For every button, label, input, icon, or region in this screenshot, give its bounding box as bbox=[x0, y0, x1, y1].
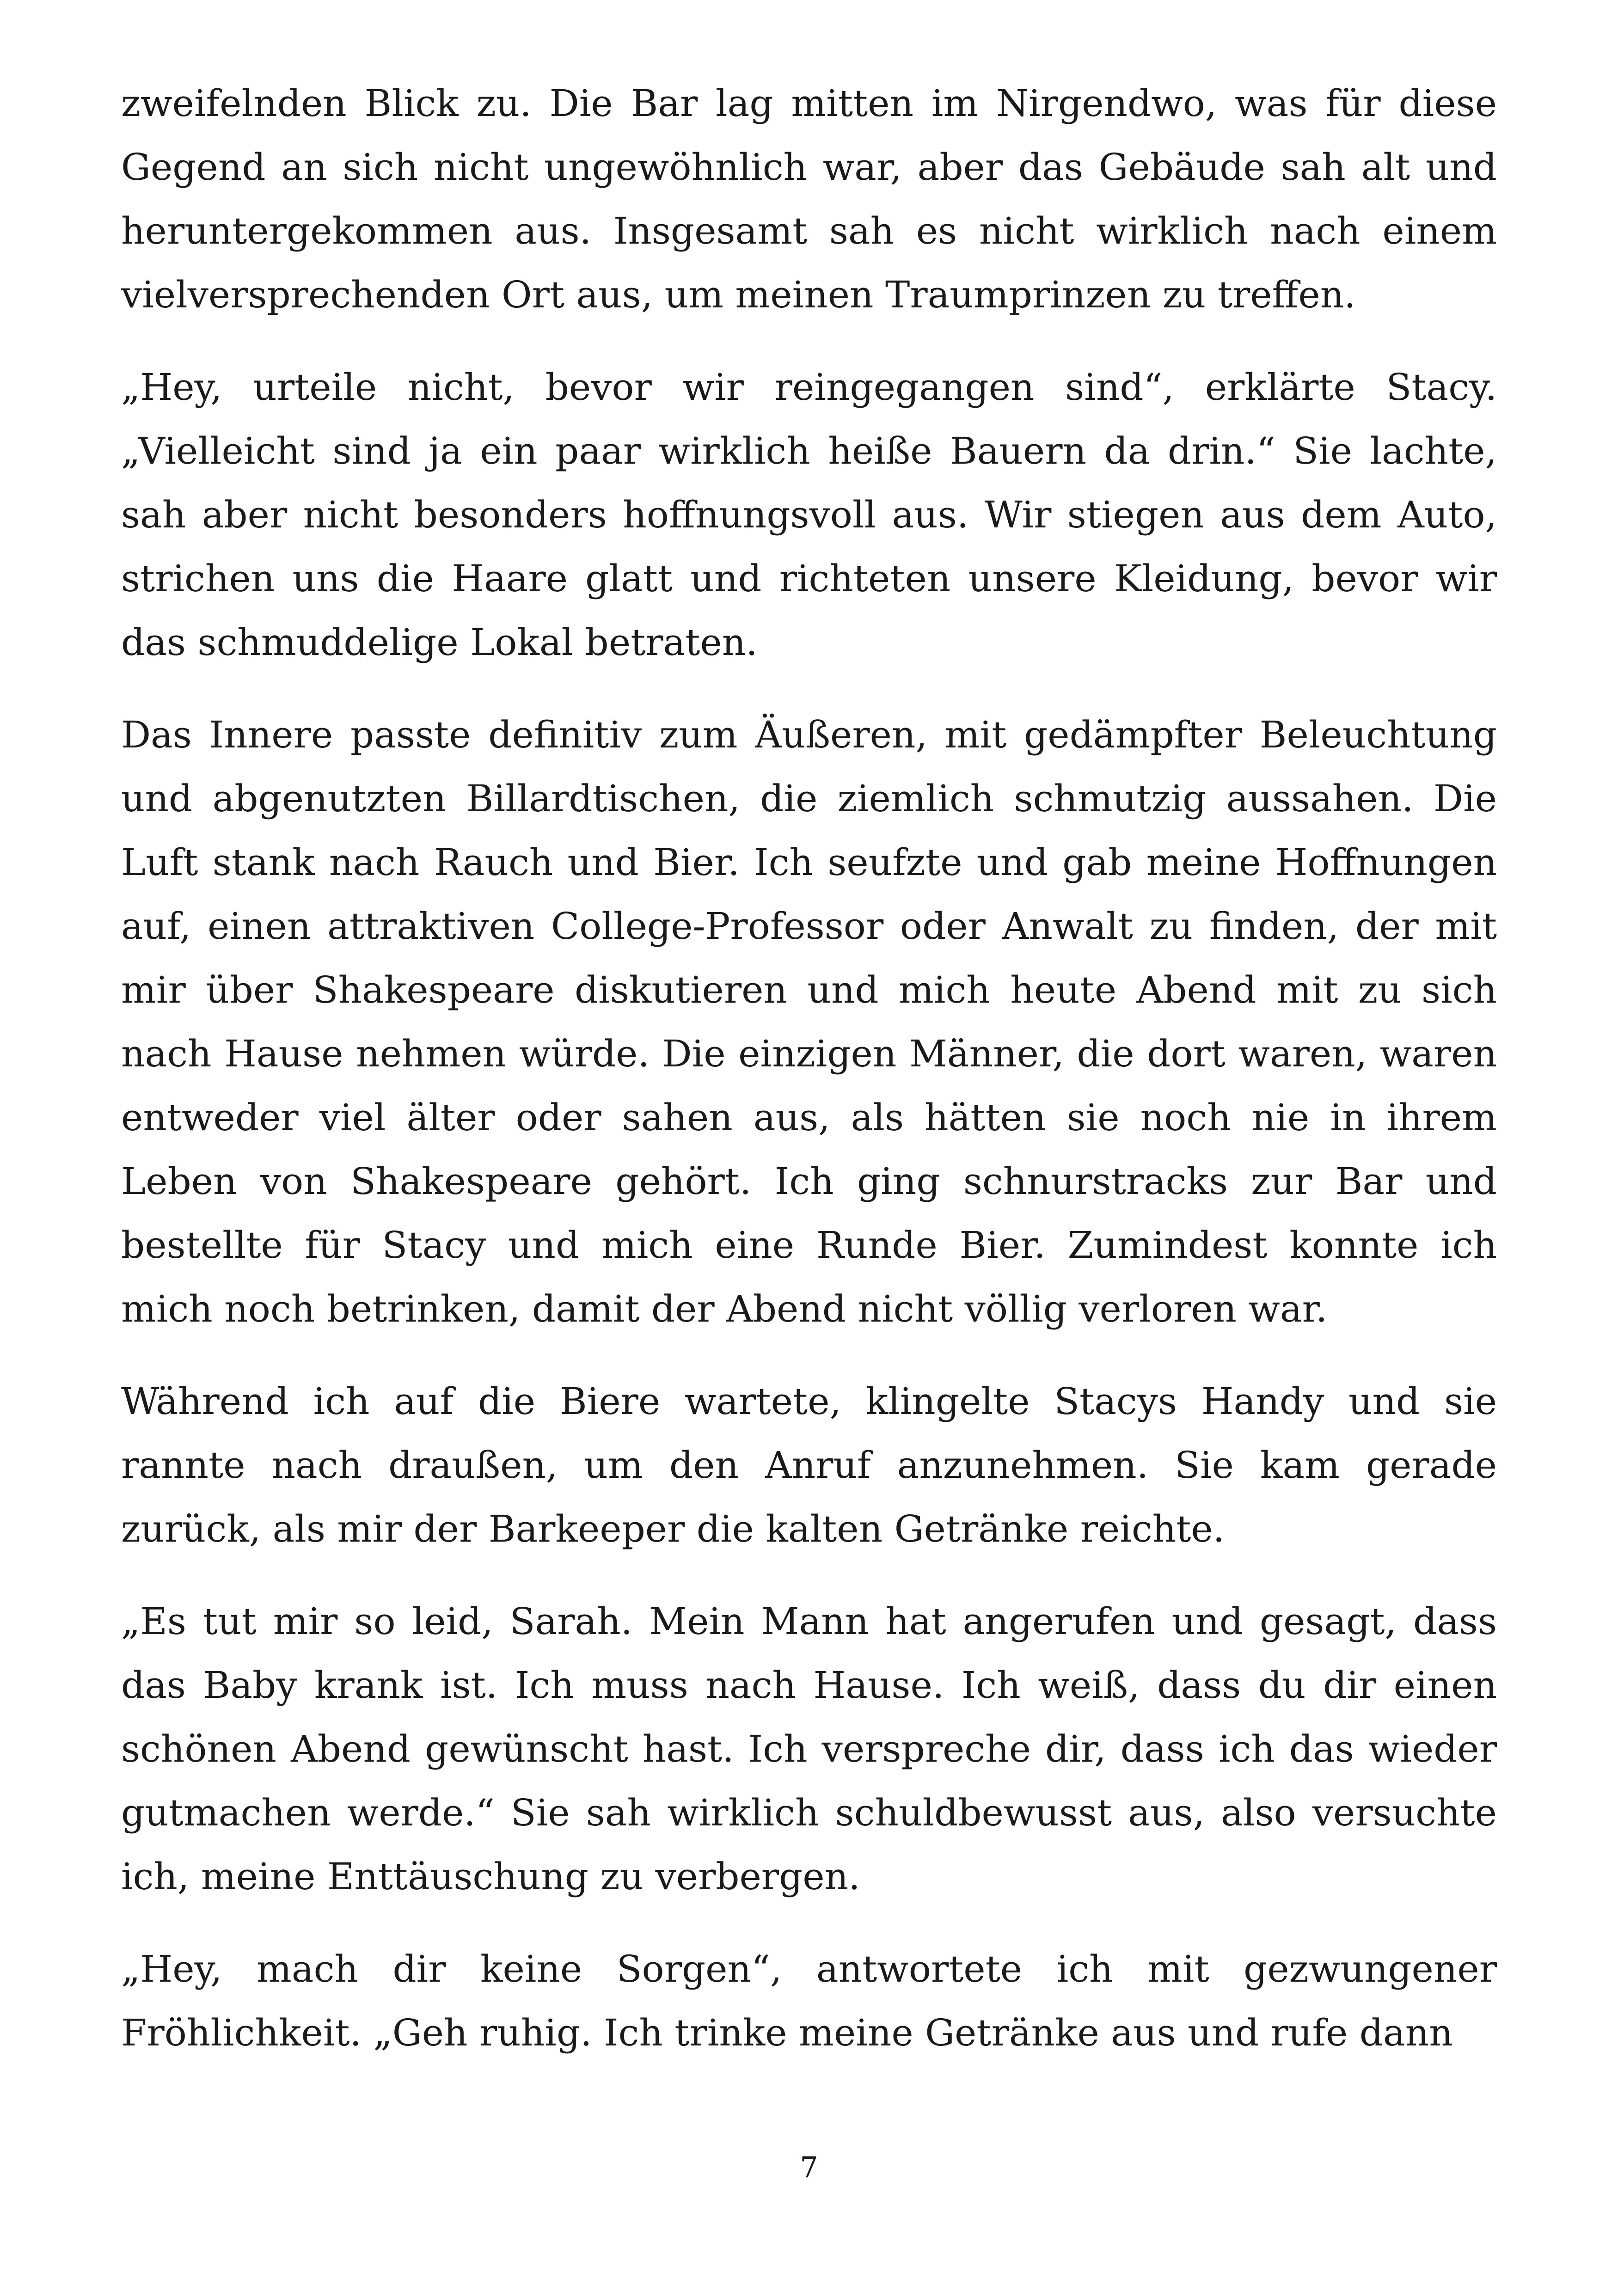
paragraph-6: „Hey, mach dir keine Sorgen“, antwortete ich mit gezwungener Fröhlichkeit. „Geh ruhig. Ich trinke meine Getränke aus und rufe dann bbox=[121, 1947, 1497, 2054]
paragraph-5: „Es tut mir so leid, Sarah. Mein Mann hat angerufen und gesagt, dass das Baby krank ist. Ich muss nach Hause. Ich weiß, dass du dir einen schönen Abend gewünscht hast. Ich verspreche dir, dass ich das wieder gutmachen werde.“ Sie sah wirklich schuldbewusst aus, also versuchte ich, meine Enttäuschung zu verbergen. bbox=[121, 1600, 1497, 1898]
page-number: 7 bbox=[800, 2150, 818, 2184]
paragraph-3: Das Innere passte definitiv zum Äußeren, mit gedämpfter Beleuchtung und abgenutzten Billardtischen, die ziemlich schmutzig aussahen. Die Luft stank nach Rauch und Bier. Ich seufzte und gab meine Hoffnungen auf, einen attraktiven College-Professor oder Anwalt zu finden, der mit mir über Shakespeare diskutieren und mich heute Abend mit zu sich nach Hause nehmen würde. Die einzigen Männer, die dort waren, waren entweder viel älter oder sahen aus, als hätten sie noch nie in ihrem Leben von Shakespeare gehört. Ich ging schnurstracks zur Bar und bestellte für Stacy und mich eine Runde Bier. Zumindest konnte ich mich noch betrinken, damit der Abend nicht völlig verloren war. bbox=[121, 713, 1497, 1330]
paragraph-4: Während ich auf die Biere wartete, klingelte Stacys Handy und sie rannte nach draußen, um den Anruf anzunehmen. Sie kam gerade zurück, als mir der Barkeeper die kalten Getränke reichte. bbox=[121, 1380, 1497, 1550]
paragraph-2: „Hey, urteile nicht, bevor wir reingegangen sind“, erklärte Stacy. „Vielleicht sind ja ein paar wirklich heiße Bauern da drin.“ Sie lachte, sah aber nicht besonders hoffnungsvoll aus. Wir stiegen aus dem Auto, strichen uns die Haare glatt und richteten unsere Kleidung, bevor wir das schmuddelige Lokal betraten. bbox=[121, 366, 1497, 664]
page-body bbox=[121, 72, 1497, 2094]
paragraph-1: zweifelnden Blick zu. Die Bar lag mitten im Nirgendwo, was für diese Gegend an sich nicht ungewöhnlich war, aber das Gebäude sah alt und heruntergekommen aus. Insgesamt sah es nicht wirklich nach einem vielversprechenden Ort aus, um meinen Traumprinzen zu treffen. bbox=[121, 82, 1497, 316]
